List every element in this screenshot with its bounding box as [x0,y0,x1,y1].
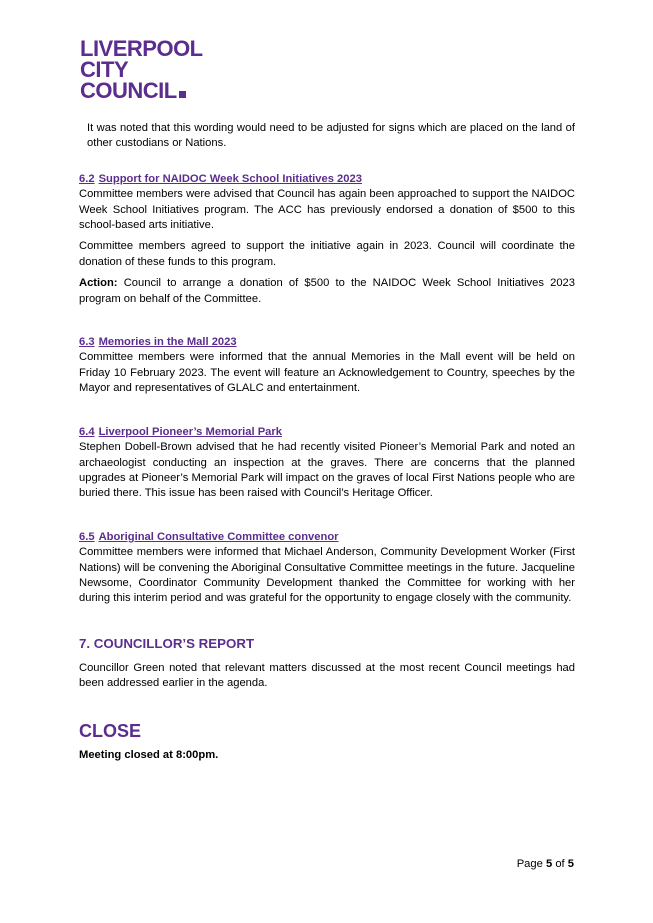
section-title: Liverpool Pioneer’s Memorial Park [98,425,282,438]
section-number: 6.3 [79,336,95,349]
section-paragraph: Committee members were informed that Michael Anderson, Community Development Worker (First Nations) will be convening the Aboriginal Consultative Committee meetings in the future. Jacqueline Newsome, Coordinator Community Development thanked the Committee for working with her during this interim period and was grateful for the opportunity to engage closely with the community. [79,546,575,605]
action-text: Council to arrange a donation of $500 to the NAIDOC Week School Initiatives 2023 program on behalf of the Committee. [79,277,575,305]
section-title: Support for NAIDOC Week School Initiatives 2023 [98,172,362,185]
page-number: Page 5 of 5 [516,858,574,870]
section-paragraph: Committee members were informed that the annual Memories in the Mall event will be held on Friday 10 February 2023. The event will feature an Acknowledgement to Country, speeches by the Mayor and representatives of GLALC and entertainment. [79,351,575,395]
logo-dot-icon [179,91,186,98]
section-title: Memories in the Mall 2023 [98,336,237,349]
section-title: Aboriginal Consultative Committee convenor [98,530,339,543]
council-logo [80,38,203,101]
document-body [79,121,575,763]
section-paragraph: Committee members were advised that Council has again been approached to support the NAIDOC Week School Initiatives program. The ACC has previously endorsed a donation of $500 to this school-based arts initiative. [79,188,575,232]
section-6-2 [79,172,575,307]
logo-line-3: COUNCIL [80,80,203,101]
section-paragraph: Committee members agreed to support the initiative again in 2023. Council will coordinate the donation of these funds to this program. [79,240,575,268]
action-label: Action: [79,277,118,290]
intro-paragraph: It was noted that this wording would need to be adjusted for signs which are placed on the land of other custodians or Nations. [87,122,575,150]
logo-line-1: LIVERPOOL [80,36,203,61]
section-heading [79,172,575,187]
section-heading [79,335,575,350]
section-number: 6.4 [79,425,95,438]
section-heading [79,530,575,545]
section-6-4 [79,425,575,502]
section-number: 6.5 [79,530,95,543]
councillor-report-heading: 7. COUNCILLOR’S REPORT [79,635,255,651]
section-6-5 [79,530,575,607]
section-6-3 [79,335,575,397]
section-number: 6.2 [79,172,95,185]
close-heading: CLOSE [79,720,142,741]
logo-line-2: CITY [80,57,129,82]
action-paragraph [79,276,575,307]
section-heading [79,425,575,440]
councillor-report-text: Councillor Green noted that relevant matters discussed at the most recent Council meetings had been addressed earlier in the agenda. [79,661,575,690]
section-paragraph: Stephen Dobell-Brown advised that he had recently visited Pioneer’s Memorial Park and noted an archaeologist conducting an inspection at the graves. There are concerns that the planned upgrades at Pioneer’s Memorial Park will impact on the graves of local First Nations people who are buried there. This issue has been raised with Council’s Heritage Officer. [79,441,575,500]
close-text: Meeting closed at 8:00pm. [79,748,219,761]
